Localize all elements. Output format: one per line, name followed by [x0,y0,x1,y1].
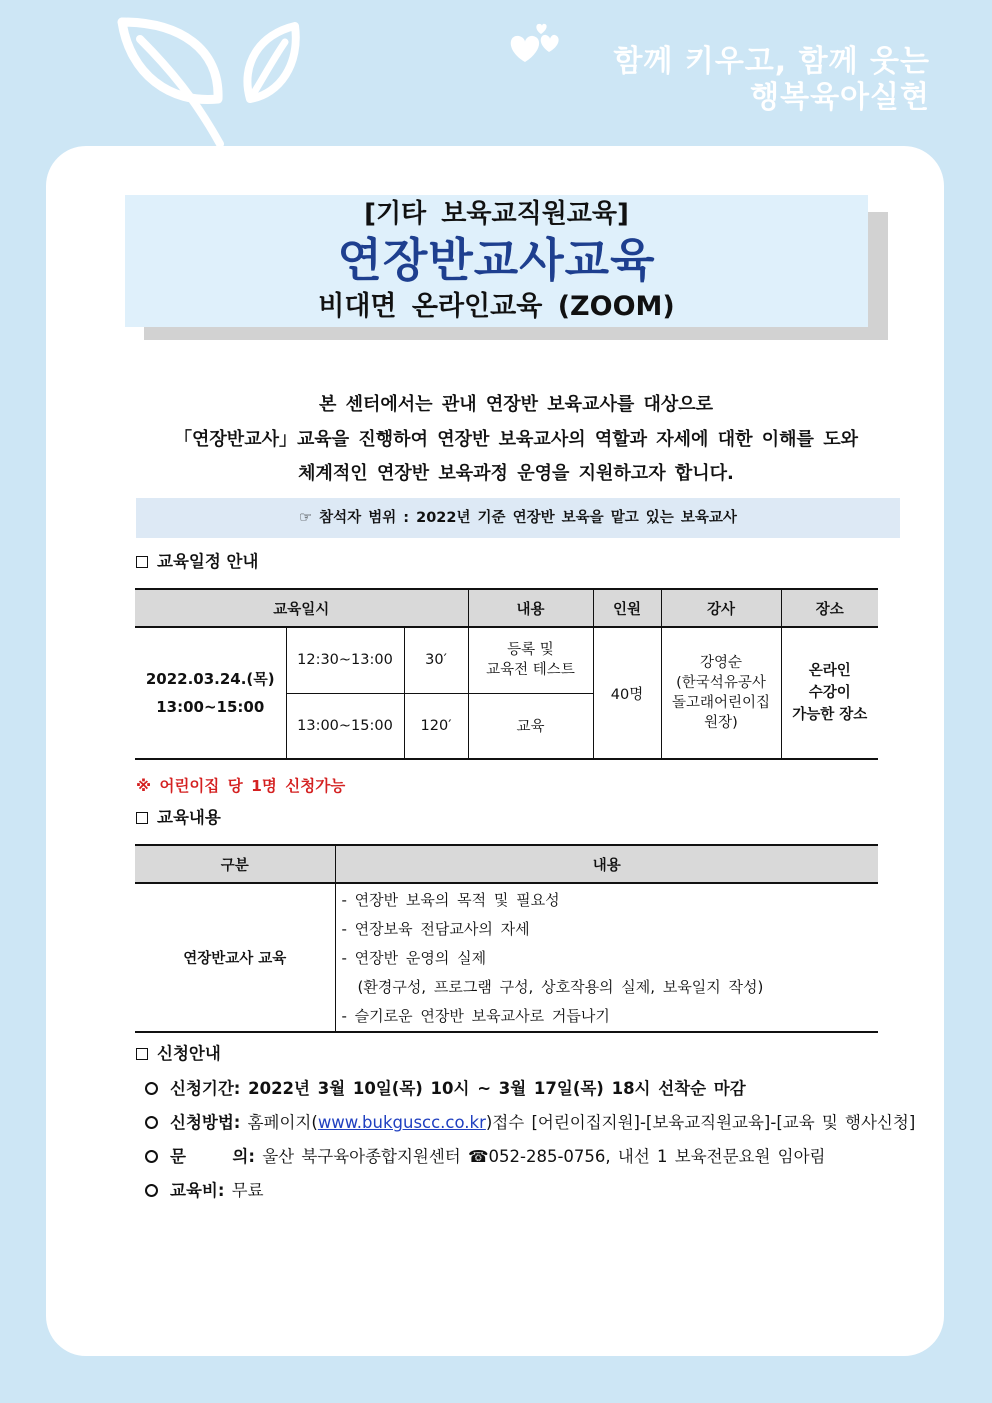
place-line3: 가능한 장소 [792,707,868,723]
checkbox-square-icon [136,812,148,824]
lecturer-line2: (한국석유공사 [676,675,766,691]
schedule-date-cell [135,627,286,759]
schedule-heading-text: 교육일정 안내 [157,552,259,571]
checkbox-square-icon [136,556,148,568]
apply-heading [136,1043,221,1065]
apply-fee-value: 무료 [231,1181,264,1200]
list-item: (환경구성, 프로그램 구성, 상호작용의 실제, 보육일지 작성) [357,978,764,996]
header-content-detail: 내용 [335,845,878,883]
place-line2: 수강이 [808,685,851,701]
apply-period-label: 신청기간: [170,1079,241,1098]
row1-duration: 30′ [404,627,468,693]
apply-fee [145,1180,264,1202]
content-items [335,883,878,1032]
lecturer-line4: 원장) [704,715,738,731]
header-datetime: 교육일시 [135,589,468,627]
lecturer-cell [661,627,781,759]
lecturer-line3: 돌고래어린이집 [671,695,771,711]
apply-period-value: 2022년 3월 10일(목) 10시 ~ 3월 17일(목) 18시 선착순 마감 [248,1079,746,1098]
leaf-decoration [110,14,310,149]
target-audience: ☞ 참석자 범위 : 2022년 기준 연장반 보육을 맡고 있는 보육교사 [136,498,900,538]
lecturer-line1: 강영순 [699,655,743,671]
title-box [125,195,868,327]
list-item: - 연장반 운영의 실제 [341,949,487,967]
schedule-date: 2022.03.24.(목) [145,670,275,688]
apply-method [145,1112,915,1134]
place-line1: 온라인 [808,663,851,679]
title-category: [기타 보육교직원교육] [364,199,629,229]
content-heading [136,807,221,829]
header-people: 인원 [593,589,661,627]
schedule-header-row [135,589,878,627]
list-item: - 슬기로운 연장반 보육교사로 거듭나기 [341,1007,610,1025]
list-item: - 연장반 보육의 목적 및 필요성 [341,891,560,909]
title-subtitle: 비대면 온라인교육 (ZOOM) [318,291,675,322]
row1-content-line2: 교육전 테스트 [486,662,575,679]
slogan-line1: 함께 키우고, 함께 웃는 [613,44,930,79]
header-place: 장소 [781,589,878,627]
row2-content: 교육 [468,693,593,759]
schedule-table [135,588,878,760]
circle-bullet-icon [145,1150,158,1163]
intro-line3: 체계적인 연장반 보육과정 운영을 지원하고자 합니다. [298,463,734,484]
table-row [135,627,878,693]
page-title: 연장반교사교육 [337,233,656,287]
apply-method-label: 신청방법: [170,1113,241,1132]
row1-content-line1: 등록 및 [507,642,554,659]
row1-content [468,627,593,693]
row2-time: 13:00~15:00 [286,693,404,759]
content-table [135,844,878,1033]
schedule-heading [136,551,258,573]
slogan [613,44,930,116]
content-heading-text: 교육내용 [157,808,221,827]
content-category: 연장반교사 교육 [135,883,335,1032]
circle-bullet-icon [145,1184,158,1197]
hearts-icon [505,22,575,72]
people-cell: 40명 [593,627,661,759]
apply-contact-label: 문 의: [170,1147,255,1166]
application-note: ※ 어린이집 당 1명 신청가능 [136,777,346,795]
apply-method-post: )접수 [어린이집지원]-[보육교직원교육]-[교육 및 행사신청] [485,1113,916,1132]
content-header-row [135,845,878,883]
intro-line2: 「연장반교사」교육을 진행하여 연장반 보육교사의 역할과 자세에 대한 이해를 도와 [174,428,858,450]
intro-line1: 본 센터에서는 관내 연장반 보육교사를 대상으로 [318,394,714,415]
slogan-line2: 행복육아실현 [750,80,930,115]
intro-text [136,388,896,492]
checkbox-square-icon [136,1048,148,1060]
apply-contact-value: 울산 북구육아종합지원센터 ☎052-285-0756, 내선 1 보육전문요원 임아림 [262,1147,826,1166]
list-item: - 연장보육 전담교사의 자세 [341,920,530,938]
homepage-link[interactable]: www.bukguscc.co.kr [317,1113,486,1132]
header-content: 내용 [468,589,593,627]
apply-method-pre: 홈페이지( [247,1113,318,1132]
row2-duration: 120′ [404,693,468,759]
header-category: 구분 [135,845,335,883]
row1-time: 12:30~13:00 [286,627,404,693]
table-row [135,883,878,1032]
place-cell [781,627,878,759]
header-lecturer: 강사 [661,589,781,627]
circle-bullet-icon [145,1116,158,1129]
apply-contact [145,1146,825,1168]
circle-bullet-icon [145,1082,158,1095]
apply-heading-text: 신청안내 [157,1044,221,1063]
apply-period [145,1078,746,1100]
apply-fee-label: 교육비: [170,1181,225,1200]
schedule-time: 13:00~15:00 [156,698,265,716]
